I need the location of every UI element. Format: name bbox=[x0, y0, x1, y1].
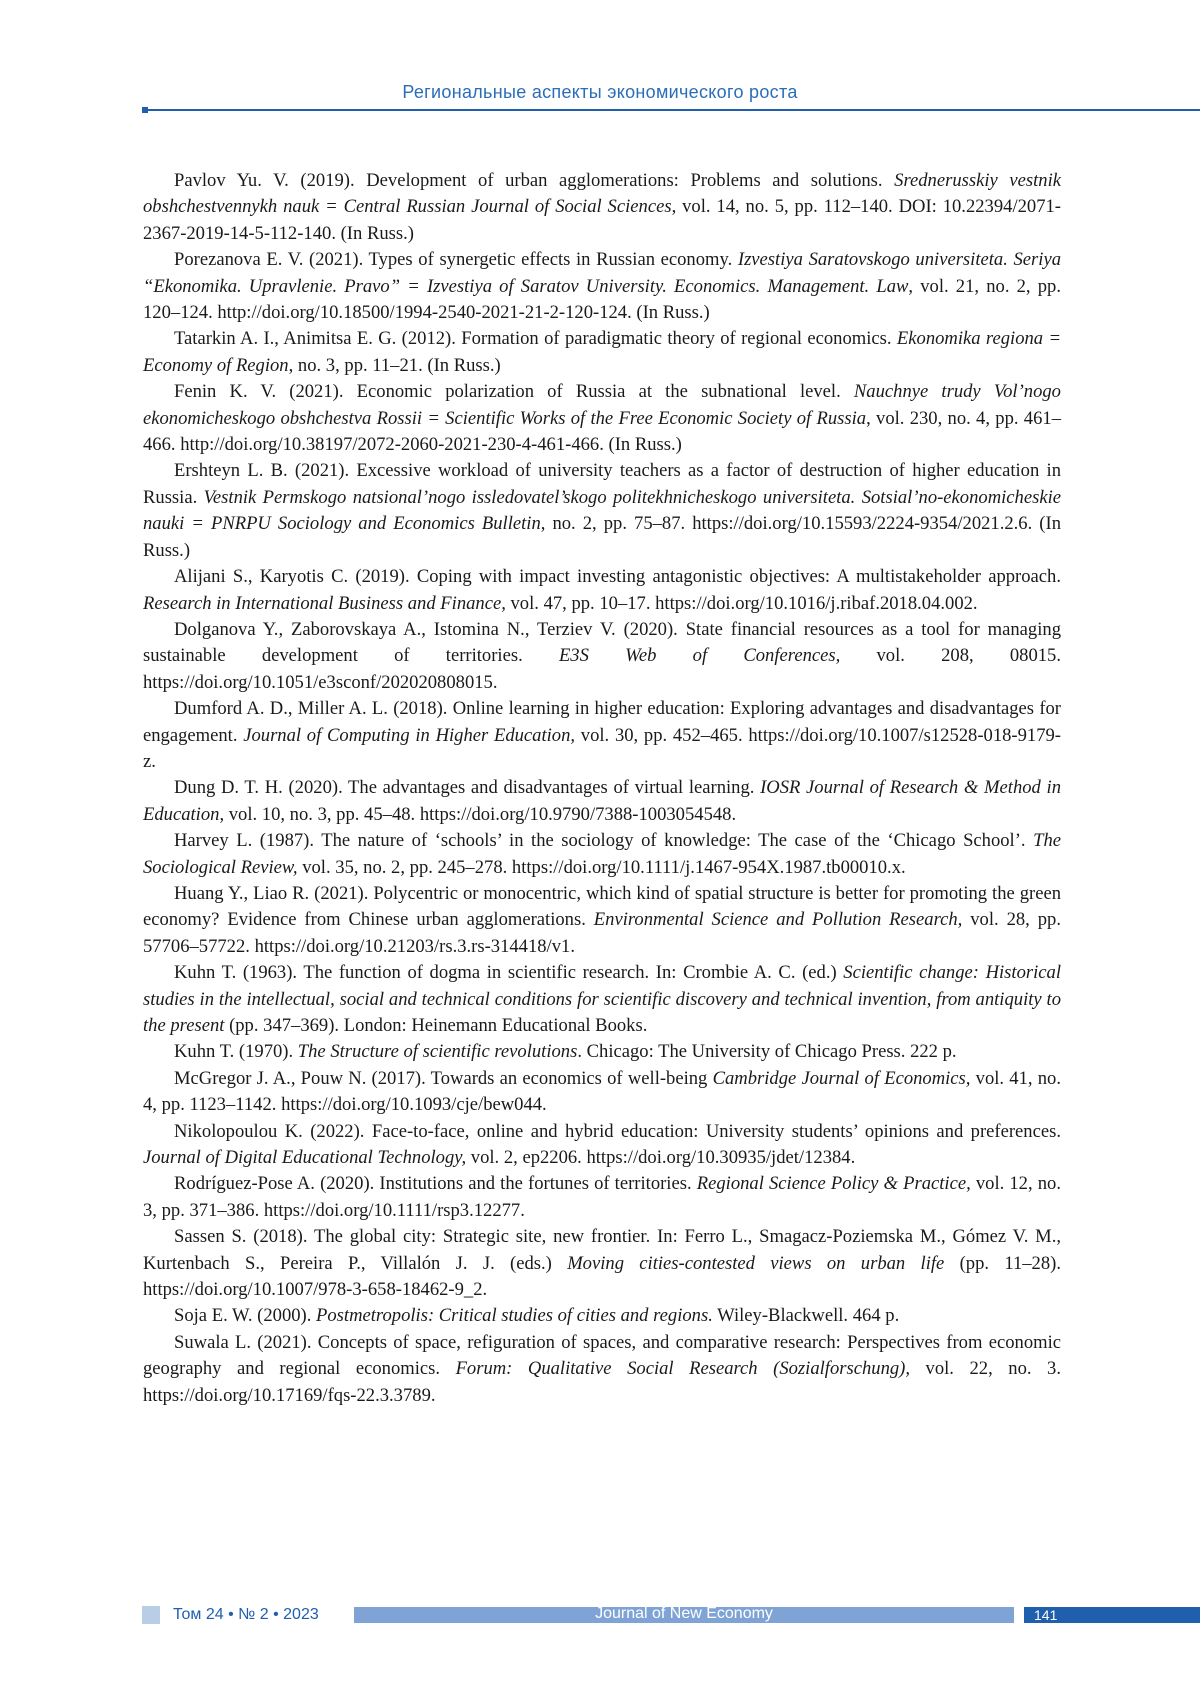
reference-item: Kuhn T. (1963). The function of dogma in scientific research. In: Crombie A. C. (ed.) Scientific change: Historical studies in the intellectual, social and technical conditions for scientific discovery and technical invention, from antiquity to the present (pp. 347–369). London: Heinemann Educational Books. bbox=[143, 962, 1061, 1036]
reference-item: Rodríguez-Pose A. (2020). Institutions and the fortunes of territories. Regional Science Policy & Practice, vol. 12, no. 3, pp. 371–386. https://doi.org/10.1111/rsp3.12277. bbox=[143, 1173, 1061, 1221]
reference-item: Dumford A. D., Miller A. L. (2018). Online learning in higher education: Exploring advantages and disadvantages for engagement. Journal of Computing in Higher Education, vol. 30, pp. 452–465. https://doi.org/10.1007/s12528-018-9179-z. bbox=[143, 698, 1062, 772]
reference-item: Sassen S. (2018). The global city: Strategic site, new frontier. In: Ferro L., Smagacz-Poziemska M., Gómez V. M., Kurtenbach S., Pereira P., Villalón J. J. (eds.) Moving cities-contested views on urban life (pp. 11–28). https://doi.org/10.1007/978-3-658-18462-9_2. bbox=[143, 1226, 1061, 1301]
header-rule bbox=[145, 109, 1200, 111]
page-number: 141 bbox=[1034, 1607, 1058, 1623]
reference-item: Alijani S., Karyotis C. (2019). Coping with impact investing antagonistic objectives: A multistakeholder approach. Research in International Business and Finance, vol. 47, pp. 10–17. https://doi.org/10.1016/j.ribaf.2018.04.002. bbox=[143, 566, 1061, 614]
footer-journal-name: Journal of New Economy bbox=[595, 1605, 773, 1622]
reference-item: Suwala L. (2021). Concepts of space, refiguration of spaces, and comparative research: Perspectives from economic geography and regional economics. Forum: Qualitative Social Research (Sozialforschung), vol. 22, no. 3. https://doi.org/10.17169/fqs-22.3.3789. bbox=[143, 1331, 1061, 1406]
reference-item: Pavlov Yu. V. (2019). Development of urban agglomerations: Problems and solutions. Srednerusskiy vestnik obshchestvennykh nauk = Central Russian Journal of Social Sciences, vol. 14, no. 5, pp. 112–140. DOI: 10.22394/2071-2367-2019-14-5-112-140. (In Russ.) bbox=[143, 170, 1062, 244]
reference-item: Dolganova Y., Zaborovskaya A., Istomina N., Terziev V. (2020). State financial resources as a tool for managing sustainable development of territories. E3S Web of Conferences, vol. 208, 08015. https://doi.org/10.1051/e3sconf/202020808015. bbox=[143, 618, 1062, 693]
reference-item: Fenin K. V. (2021). Economic polarization of Russia at the subnational level. Nauchnye trudy Vol’nogo ekonomicheskogo obshchestva Rossii = Scientific Works of the Free Economic Society of Russia, vol. 230, no. 4, pp. 461–466. http://doi.org/10.38197/2072-2060-2021-230-4-461-466. (In Russ.) bbox=[143, 381, 1061, 456]
reference-item: Ershteyn L. B. (2021). Excessive workload of university teachers as a factor of destruction of higher education in Russia. Vestnik Permskogo natsional’nogo issledovatel’skogo politekhnicheskogo universiteta. Sotsial’no-ekonomicheskie nauki = PNRPU Sociology and Economics Bulletin, no. 2, pp. 75–87. https://doi.org/10.15593/2224-9354/2021.2.6. (In Russ.) bbox=[143, 460, 1062, 561]
reference-item: Nikolopoulou K. (2022). Face-to-face, online and hybrid education: University students’ opinions and preferences. Journal of Digital Educational Technology, vol. 2, ep2206. https://doi.org/10.30935/jdet/12384. bbox=[143, 1120, 1061, 1169]
reference-item: Huang Y., Liao R. (2021). Polycentric or monocentric, which kind of spatial structure is better for promoting the green economy? Evidence from Chinese urban agglomerations. Environmental Science and Pollution Research, vol. 28, pp. 57706–57722. https://doi.org/10.21203/rs.3.rs-314418/v1. bbox=[143, 882, 1061, 957]
reference-item: Porezanova E. V. (2021). Types of synergetic effects in Russian economy. Izvestiya Saratovskogo universiteta. Seriya “Ekonomika. Upravlenie. Pravo” = Izvestiya of Saratov University. Economics. Management. Law, vol. 21, no. 2, pp. 120–124. http://doi.org/10.18500/1994-2540-2021-21-2-120-124. (In Russ.) bbox=[143, 249, 1062, 324]
footer-volume-issue: Том 24 • № 2 • 2023 bbox=[173, 1606, 319, 1623]
page-footer bbox=[0, 1606, 1200, 1624]
running-header: Региональные аспекты экономического роста bbox=[402, 82, 798, 102]
reference-list bbox=[143, 168, 1061, 1409]
reference-item: Tatarkin A. I., Animitsa E. G. (2012). Formation of paradigmatic theory of regional economics. Ekonomika regiona = Economy of Region, no. 3, pp. 11–21. (In Russ.) bbox=[143, 328, 1062, 376]
reference-item: Harvey L. (1987). The nature of ‘schools’ in the sociology of knowledge: The case of the ‘Chicago School’. The Sociological Review, vol. 35, no. 2, pp. 245–278. https://doi.org/10.1111/j.1467-954X.1987.tb00010.x. bbox=[143, 830, 1061, 878]
reference-item: McGregor J. A., Pouw N. (2017). Towards an economics of well-being Cambridge Journal of Economics, vol. 41, no. 4, pp. 1123–1142. https://doi.org/10.1093/cje/bew044. bbox=[143, 1067, 1062, 1116]
reference-item: Soja E. W. (2000). Postmetropolis: Critical studies of cities and regions. Wiley-Blackwell. 464 p. bbox=[174, 1305, 900, 1327]
footer-square-icon bbox=[142, 1606, 160, 1624]
reference-item: Kuhn T. (1970). The Structure of scientific revolutions. Chicago: The University of Chicago Press. 222 p. bbox=[174, 1041, 957, 1063]
reference-item: Dung D. T. H. (2020). The advantages and disadvantages of virtual learning. IOSR Journal of Research & Method in Education, vol. 10, no. 3, pp. 45–48. https://doi.org/10.9790/7388-1003054548. bbox=[143, 777, 1061, 825]
